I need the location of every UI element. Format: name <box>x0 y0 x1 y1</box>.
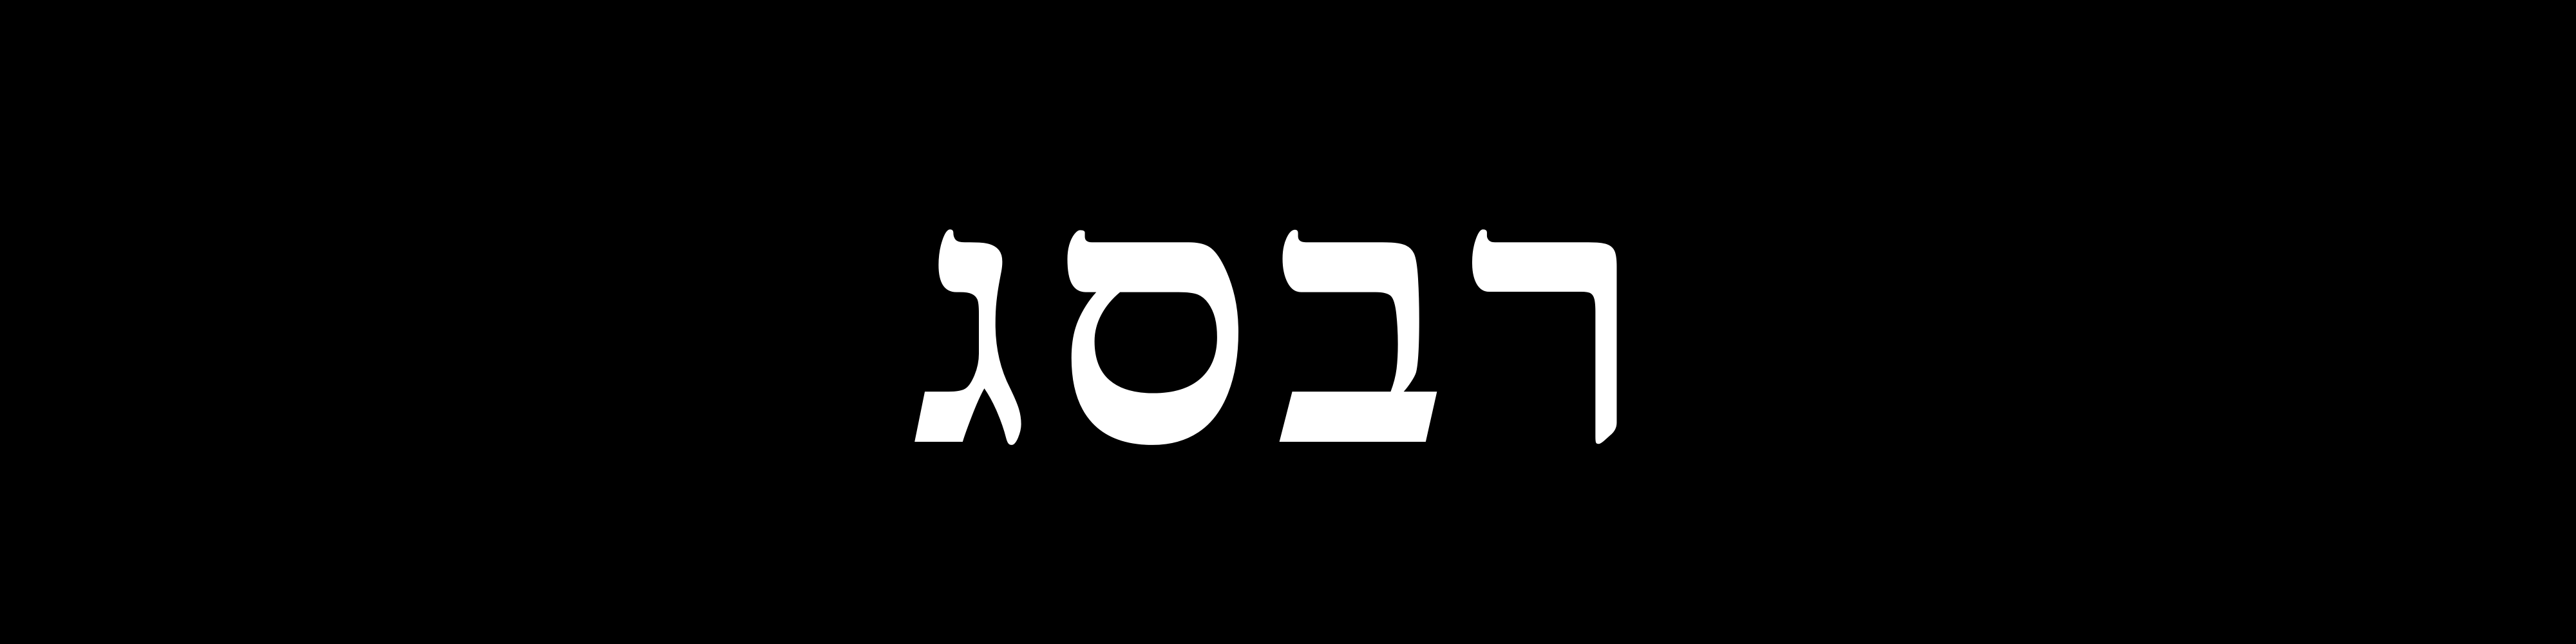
hebrew-word: רבסג <box>911 104 1665 527</box>
